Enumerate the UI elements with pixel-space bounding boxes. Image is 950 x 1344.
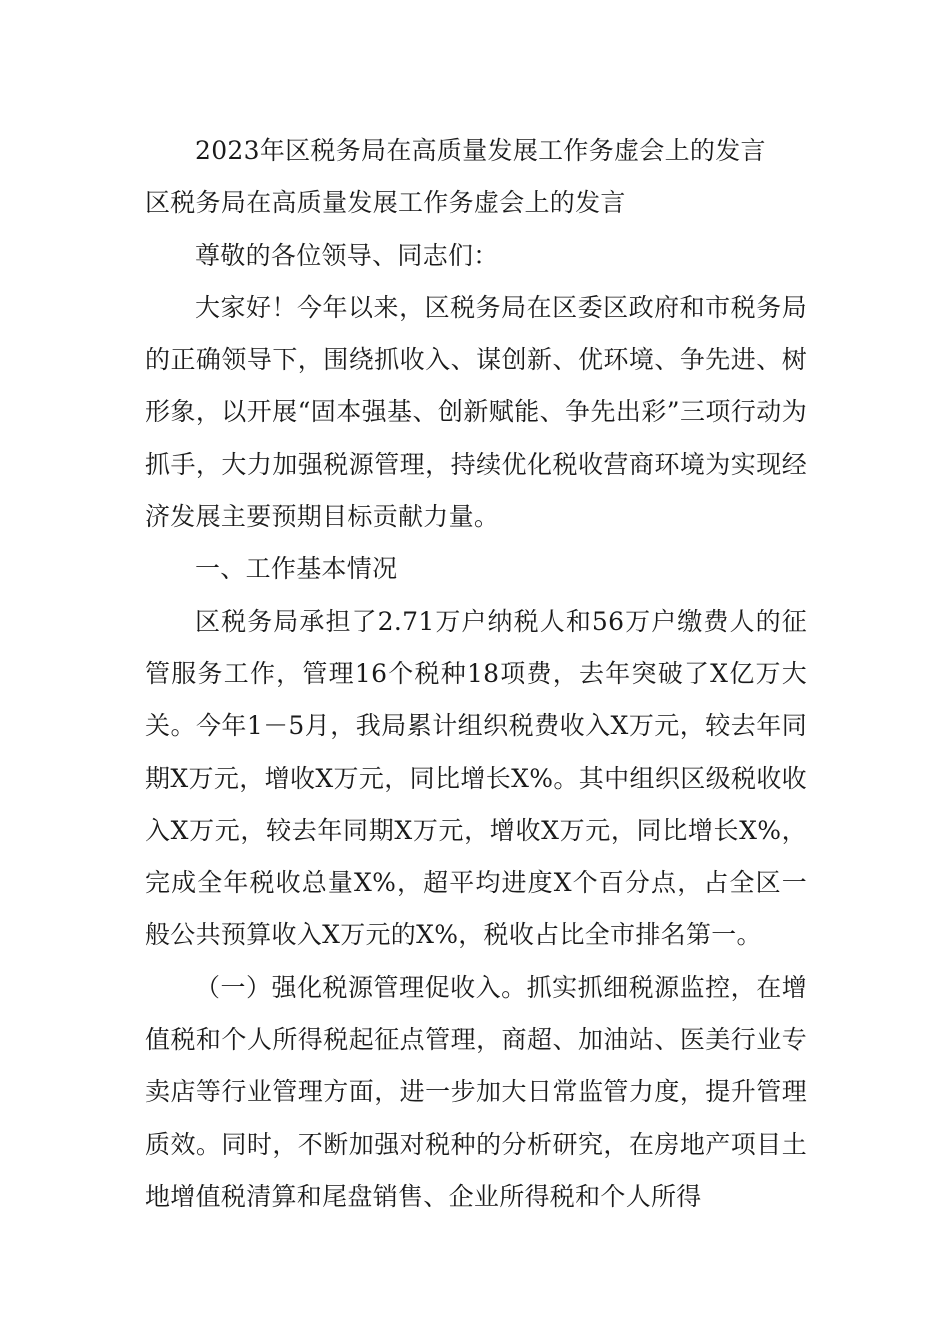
paragraph-overview: 区税务局承担了2.71万户纳税人和56万户缴费人的征管服务工作，管理16个税种18项费，去年突破了X亿万大关。今年1－5月，我局累计组织税费收入X万元，较去年同期X万元，增收X万元，同比增长X%。其中组织区级税收收入X万元，较去年同期X万元，增收X万元，同比增长X%，完成全年税收总量X%，超平均进度X个百分点，占全区一般公共预算收入X万元的X%，税收占比全市排名第一。: [145, 606, 807, 950]
salutation: 尊敬的各位领导、同志们：: [195, 240, 499, 270]
section-heading: 一、工作基本情况: [195, 554, 398, 584]
document-subtitle: 区税务局在高质量发展工作务虚会上的发言: [145, 188, 626, 218]
document-body: [145, 125, 807, 1223]
paragraph-subsection-one: （一）强化税源管理促收入。抓实抓细税源监控，在增值税和个人所得税起征点管理，商超、加油站、医美行业专卖店等行业管理方面，进一步加大日常监管力度，提升管理质效。同时，不断加强对税种的分析研究，在房地产项目土地增值税清算和尾盘销售、企业所得税和个人所得: [145, 972, 807, 1211]
paragraph-opening: 大家好！今年以来，区税务局在区委区政府和市税务局的正确领导下，围绕抓收入、谋创新、优环境、争先进、树形象，以开展“固本强基、创新赋能、争先出彩”三项行动为抓手，大力加强税源管理，持续优化税收营商环境为实现经济发展主要预期目标贡献力量。: [145, 292, 807, 532]
document-title: 2023年区税务局在高质量发展工作务虚会上的发言: [195, 136, 766, 165]
